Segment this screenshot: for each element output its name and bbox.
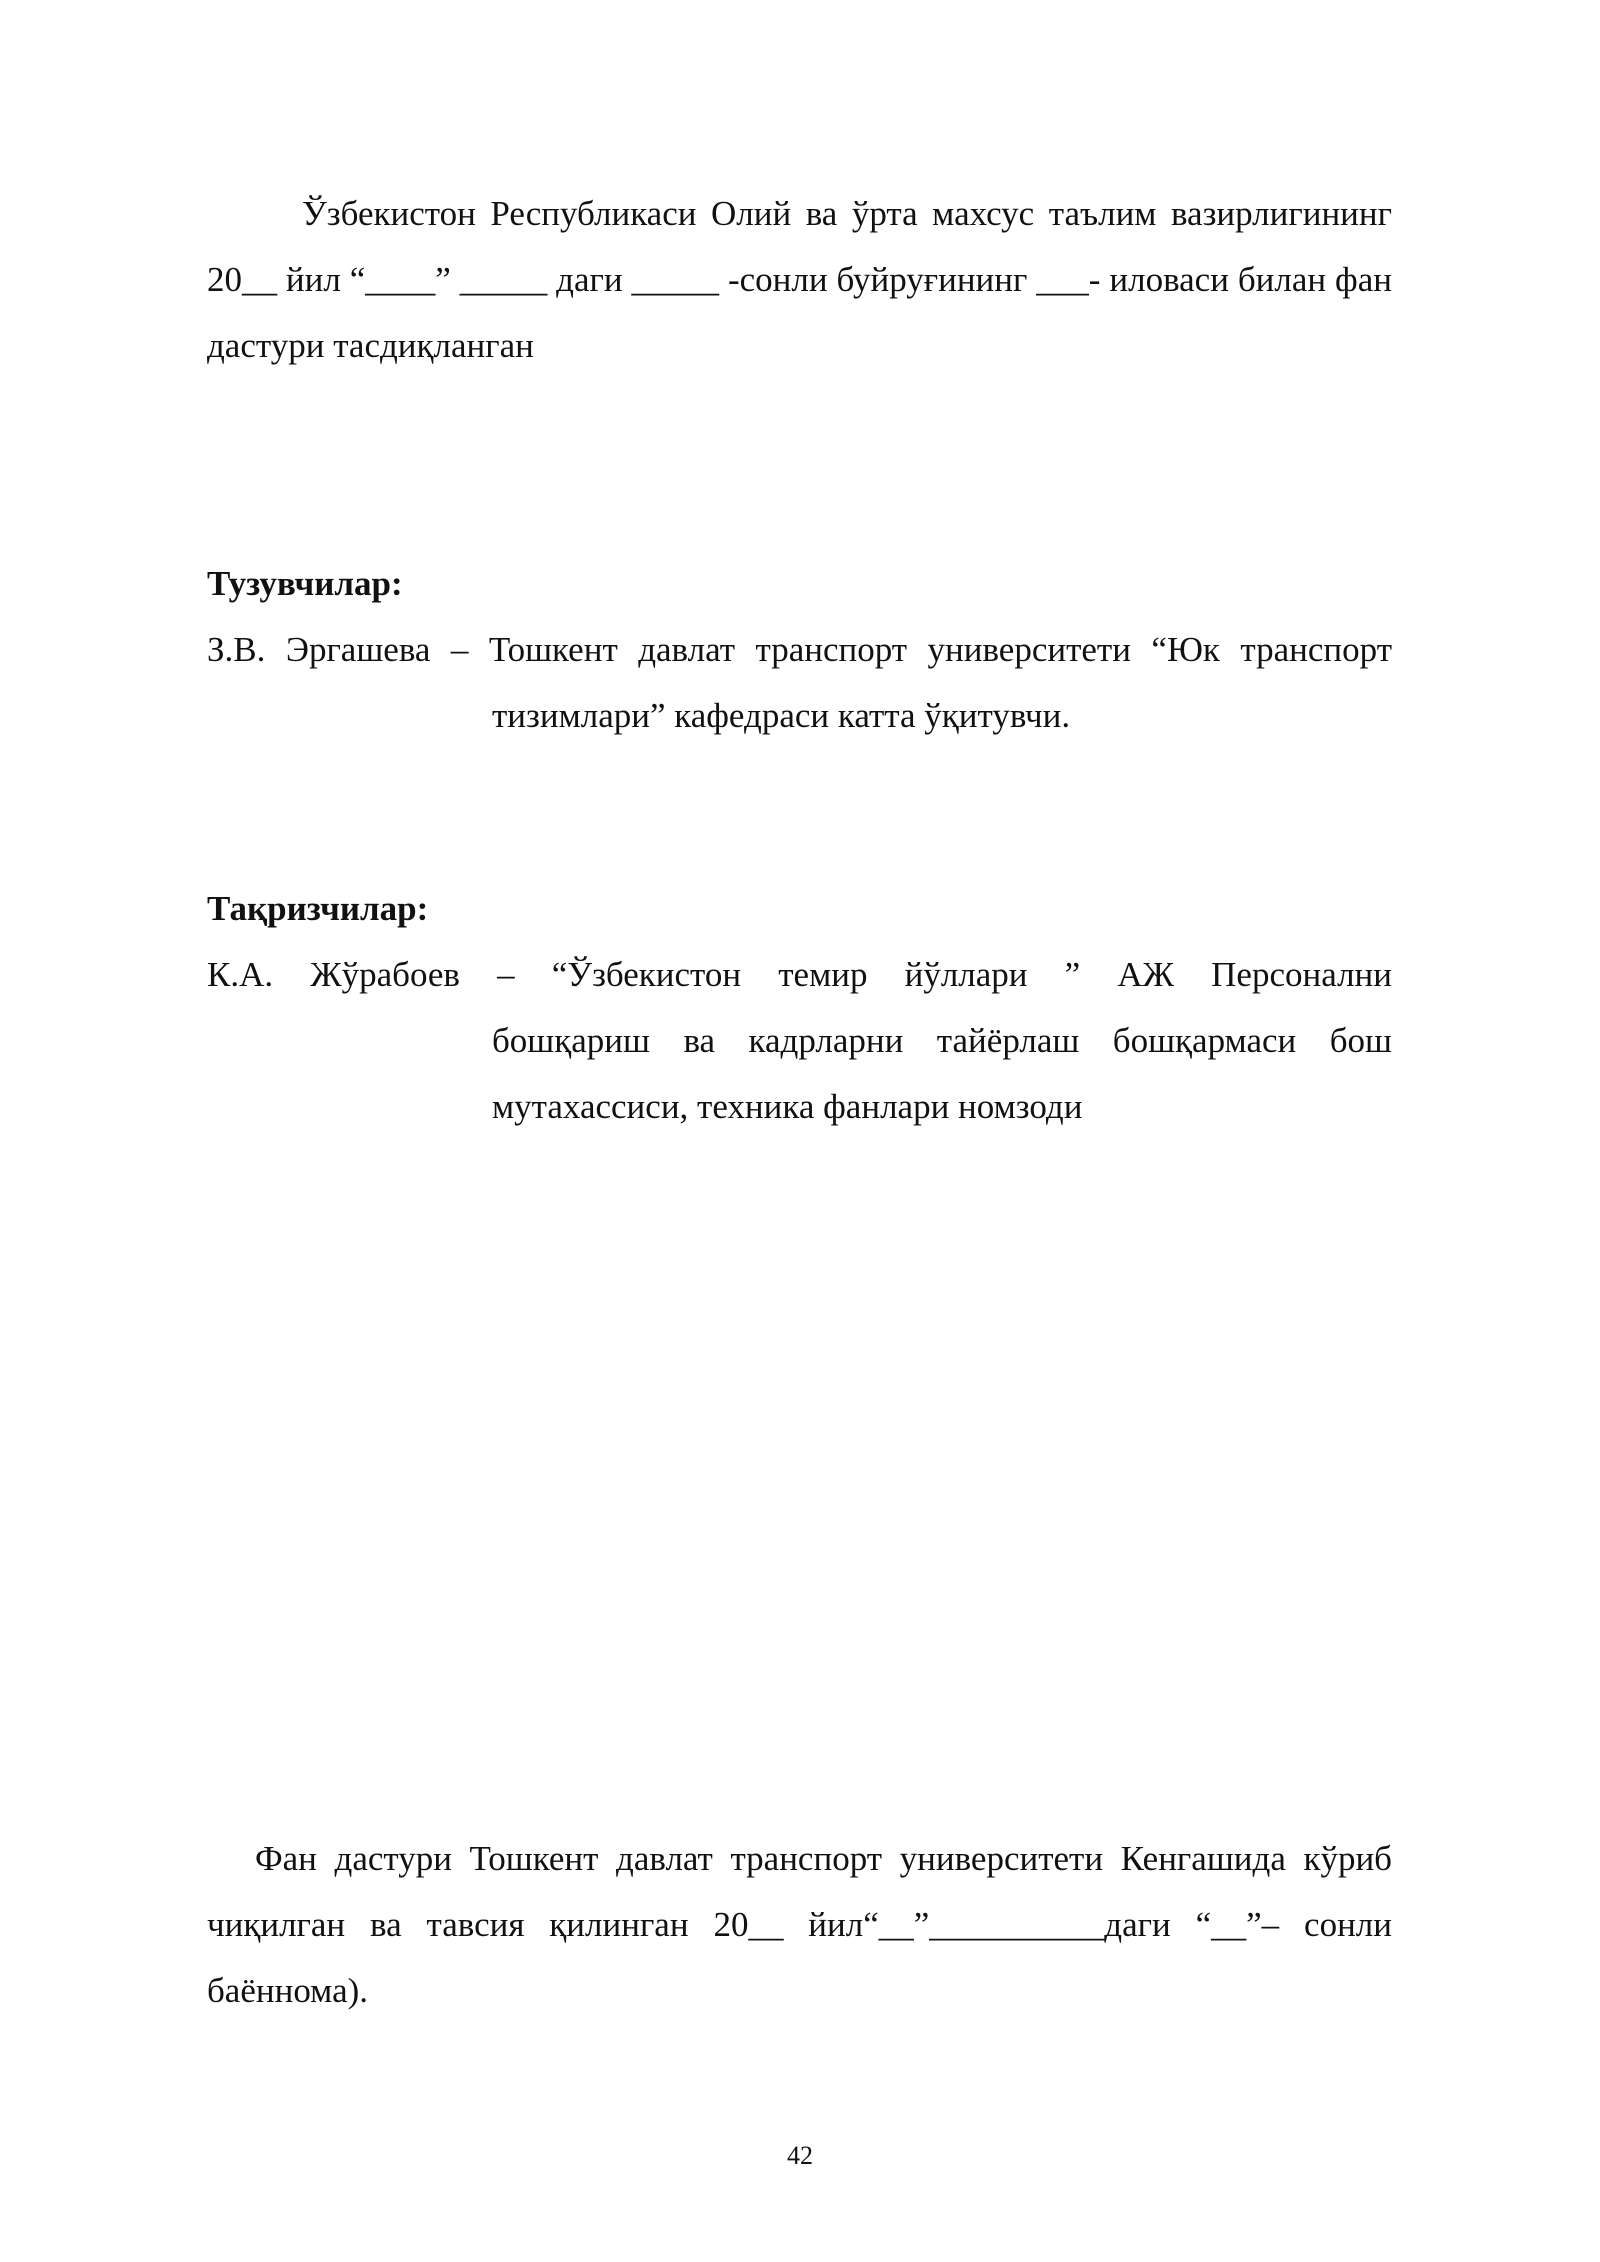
approval-paragraph: Ўзбекистон Республикаси Олий ва ўрта махсус таълим вазирлигининг 20__ йил “____” _____ даги _____ -сонли буйруғининг ___- иловаси билан фан дастури тасдиқланган [207, 194, 1392, 365]
reviewer-entry-line1: К.А. Жўрабоев – “Ўзбекистон темир йўллари ” АЖ Персонални [207, 955, 1392, 994]
council-paragraph: Фан дастури Тошкент давлат транспорт университети Кенгашида кўриб чиқилган ва тавсия қилинган 20__ йил“__”__________даги “__”– сонли баённома). [207, 1839, 1392, 2010]
compiler-entry-line1: З.В. Эргашева – Тошкент давлат транспорт университети “Юк транспорт [207, 630, 1392, 669]
compilers-heading: Тузувчилар: [207, 564, 403, 603]
compiler-entry-line2: тизимлари” кафедраси катта ўқитувчи. [492, 696, 1071, 735]
reviewer-entry [207, 942, 1392, 1140]
reviewer-entry-rest: бошқариш ва кадрларни тайёрлаш бошқармаси бош мутахассиси, техника фанлари номзоди [492, 1021, 1392, 1126]
compiler-entry [207, 617, 1392, 749]
page-number: 42 [787, 2141, 813, 2170]
reviewers-heading: Тақризчилар: [207, 889, 429, 928]
